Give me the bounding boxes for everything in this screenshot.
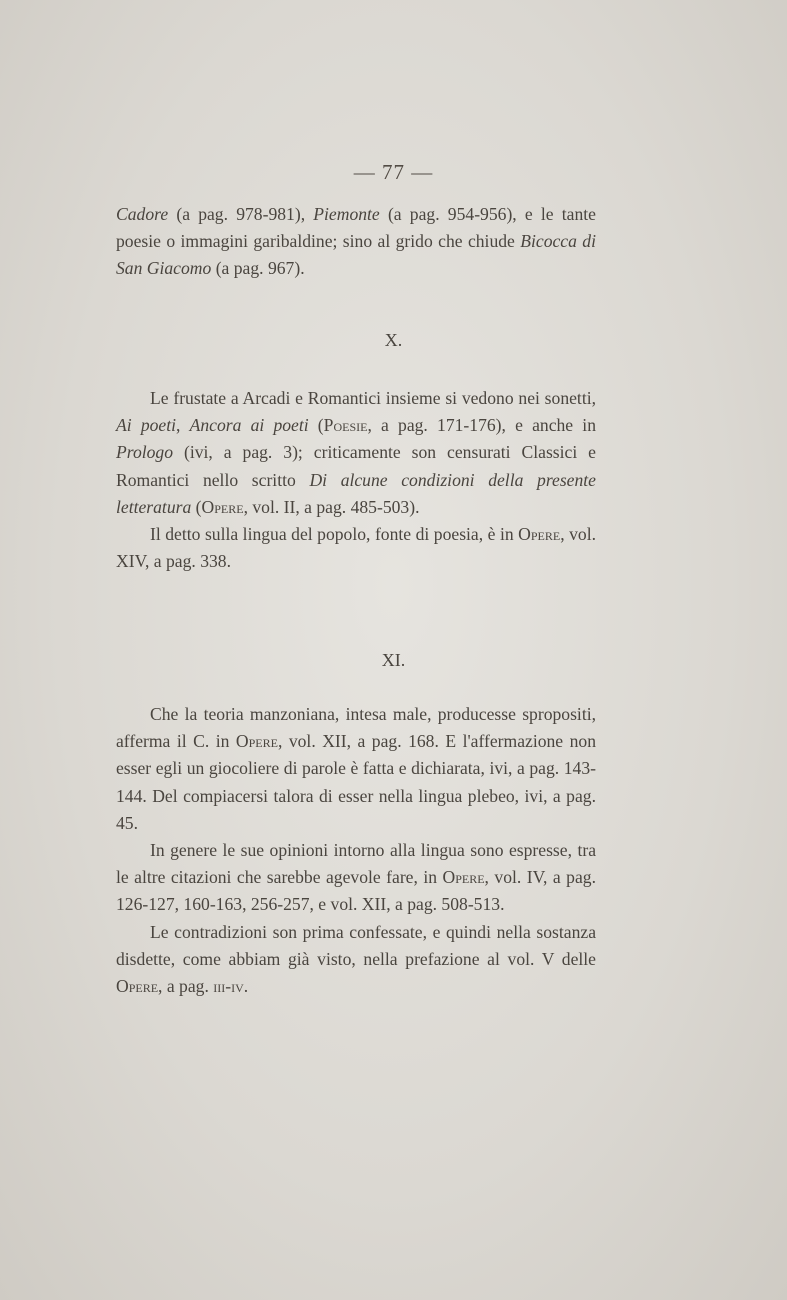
text-run: , vol. IV, a pag. 126-127, 160-163, 256-257, e vol. XII, a pag. 508-513. [116,867,596,915]
text-run: , vol. XIV, a pag. 338. [116,524,596,572]
text-run: , vol. II, a pag. 485-503). [243,496,420,517]
intro-text-2: (a pag. 954-956), e le tante poesie o immagini garibaldine; sino al grido che chiude [116,204,596,252]
page-roman: iii-iv [213,976,244,997]
ref-opere: Opere [116,976,159,997]
text-run: Le contradizioni son prima confessate, e quindi nella sostanza disdette, come abbiam già visto, nella prefazione al vol. V delle [116,921,596,969]
section-xi-paragraph-3 [116,919,596,1001]
title-ancora-ai-poeti: Ancora ai poeti [189,415,309,436]
intro-text-3: (a pag. 967). [211,258,305,279]
ref-opere: Opere [201,496,244,517]
text-run: ( [308,415,324,436]
text-run: , vol. XII, a pag. 168. E l'affermazione non esser egli un giocoliere di parole è fatta e dichiarata, ivi, a pag. 143-144. Del compiacersi talora di esser nella lingua plebeo, ivi, a pag. 45. [116,731,596,833]
text-run: Il detto sulla lingua del popolo, fonte di poesia, è in [150,524,519,545]
section-xi-paragraph-2 [116,837,596,919]
section-xi-paragraph-1 [116,701,596,837]
text-run: (ivi, a pag. 3); criticamente son censurati Classici e Romantici nello scritto [116,442,596,490]
section-x-paragraph-2 [116,521,596,575]
section-heading-xi: XI. [381,650,406,670]
page-number: — 77 — [353,160,434,184]
title-bicocca: Bicocca di San Giacomo [116,231,596,279]
title-ai-poeti: Ai poeti [116,415,176,436]
title-prologo: Prologo [116,442,174,463]
section-x-body [116,385,596,575]
text-run: In genere le sue opinioni intorno alla lingua sono espresse, tra le altre citazioni che sarebbe agevole fare, in [116,840,596,888]
ref-opere: Opere [518,524,561,545]
section-heading-x: X. [384,330,403,350]
text-run: . [243,976,249,997]
text-run: Che la teoria manzoniana, intesa male, producesse spropositi, afferma il C. in [116,704,596,752]
section-x-paragraph-1 [116,385,596,521]
intro-text-1: (a pag. 978-981), [168,204,314,224]
title-cadore: Cadore [116,204,169,224]
text-run: , [176,415,190,436]
intro-paragraph [116,201,596,283]
text-run: , a pag. [158,976,214,997]
title-di-alcune-condizioni: Di alcune condizioni della presente letteratura [116,469,596,517]
ref-opere: Opere [235,731,278,752]
text-run: Le frustate a Arcadi e Romantici insieme si vedono nei sonetti, [150,388,596,408]
section-xi-body [116,701,596,1000]
text-run: , a pag. 171-176), e anche in [367,415,596,436]
ref-opere: Opere [442,867,485,888]
ref-poesie: Poesie [323,415,368,436]
text-run: ( [191,496,202,517]
title-piemonte: Piemonte [313,204,380,224]
